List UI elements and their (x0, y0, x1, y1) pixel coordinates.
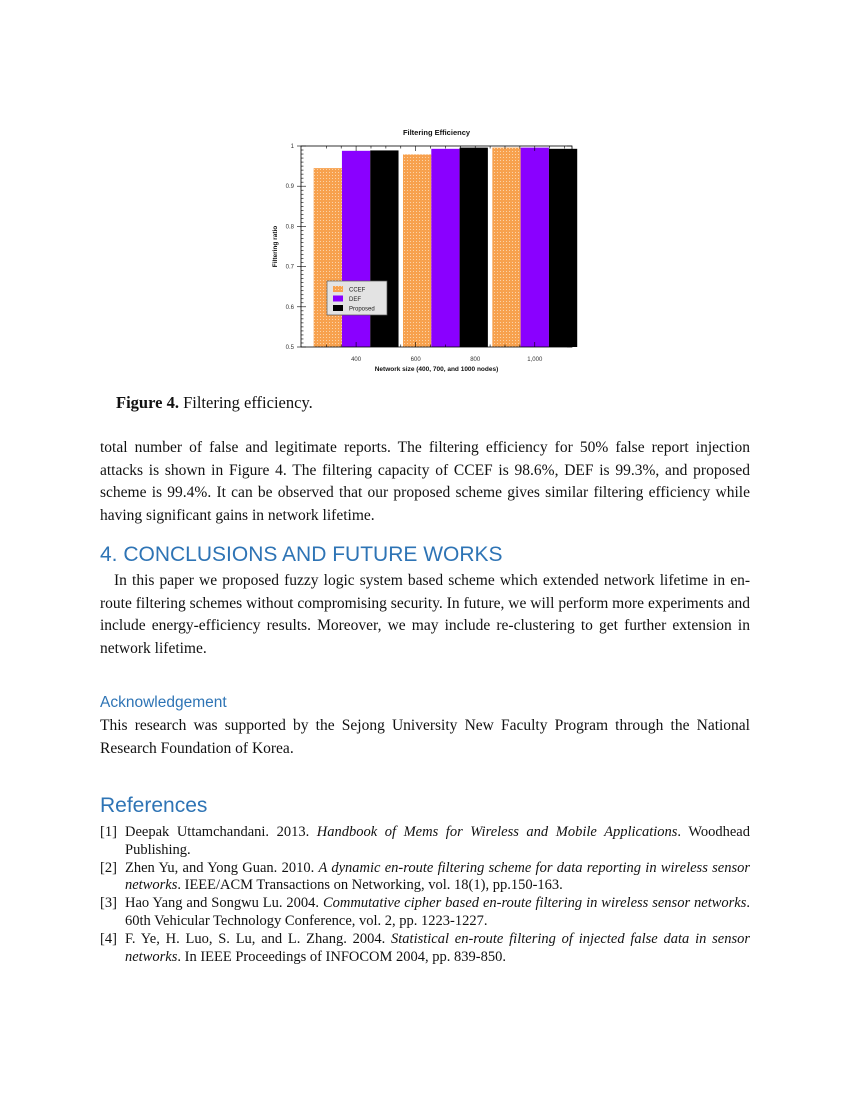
y-tick-label: 0.8 (285, 224, 294, 231)
chart-title: Filtering Efficiency (402, 128, 471, 137)
reference-item (100, 860, 750, 896)
reference-item (100, 931, 750, 967)
legend-swatch-proposed (333, 305, 343, 311)
figure-caption-text: Filtering efficiency. (183, 393, 313, 412)
bar-proposed-400 (370, 150, 398, 347)
reference-number: [3] (100, 895, 117, 912)
reference-title: Commutative cipher based en-route filtering in wireless sensor networks (322, 895, 747, 912)
reference-item (100, 895, 750, 931)
bar-def-1000 (521, 148, 549, 347)
bar-def-400 (342, 151, 370, 347)
legend (327, 281, 387, 315)
conclusions-heading: 4. CONCLUSIONS AND FUTURE WORKS (100, 543, 503, 566)
reference-authors: Zhen Yu, and Yong Guan. 2010. (125, 859, 319, 876)
bar-ccef-1000 (492, 148, 520, 347)
reference-number: [2] (100, 859, 117, 876)
y-tick-label: 0.6 (285, 304, 294, 311)
y-tick-label: 0.7 (285, 264, 294, 271)
bar-ccef-700 (403, 154, 431, 347)
reference-venue: . 60th Vehicular Technology Conference, vol. 2, pp. 1223-1227. (125, 895, 750, 929)
reference-authors: Deepak Uttamchandani. 2013. (125, 824, 317, 840)
legend-label-proposed: Proposed (349, 306, 375, 313)
y-tick-label: 1 (290, 144, 294, 150)
y-tick-label: 0.5 (285, 345, 294, 351)
y-tick-label: 0.9 (285, 184, 294, 191)
references-list (100, 824, 750, 966)
figure-caption (116, 393, 313, 413)
results-paragraph: total number of false and legitimate reports. The filtering efficiency for 50% false report injection attacks is shown in Figure 4. The filtering capacity of CCEF is 98.6%, DEF is 99.3%, and proposed scheme is 99.4%. It can be observed that our proposed scheme gives similar filtering efficiency while having significant gains in network lifetime. (100, 439, 750, 524)
reference-number: [1] (100, 824, 117, 840)
reference-number: [4] (100, 930, 117, 947)
bar-proposed-700 (460, 148, 488, 347)
bar-def-700 (431, 149, 459, 347)
legend-label-ccef: CCEF (349, 287, 366, 294)
bar-proposed-1000 (549, 149, 577, 347)
reference-venue: . Woodhead Publishing. (125, 824, 750, 858)
y-axis-label: Filtering ratio (272, 225, 279, 268)
reference-authors: F. Ye, H. Luo, S. Lu, and L. Zhang. 2004. (125, 930, 392, 947)
legend-swatch-def (333, 296, 343, 302)
x-tick-label: 800 (470, 357, 481, 363)
bar-ccef-400 (314, 168, 342, 347)
legend-swatch-ccef (333, 286, 343, 292)
legend-label-def: DEF (349, 297, 361, 303)
acknowledgement-paragraph: This research was supported by the Sejong University New Faculty Program through the National Research Foundation of Korea. (100, 717, 750, 757)
figure-label: Figure 4. (116, 393, 179, 412)
reference-title: Handbook of Mems for Wireless and Mobile Applications (316, 824, 678, 840)
references-heading: References (100, 794, 208, 817)
x-tick-label: 400 (351, 357, 362, 363)
filtering-efficiency-chart (248, 118, 604, 380)
reference-authors: Hao Yang and Songwu Lu. 2004. (125, 895, 323, 912)
reference-venue: . In IEEE Proceedings of INFOCOM 2004, pp. 839-850. (177, 948, 506, 965)
acknowledgement-heading: Acknowledgement (100, 694, 227, 711)
x-tick-label: 600 (410, 357, 421, 363)
bars-layer (314, 148, 578, 347)
reference-title: Statistical en-route filtering of injected false data in sensor networks (125, 930, 750, 965)
x-tick-label: 1,000 (527, 357, 543, 363)
reference-title: A dynamic en-route filtering scheme for data reporting in wireless sensor networks (125, 859, 750, 894)
conclusions-paragraph: In this paper we proposed fuzzy logic system based scheme which extended network lifetime in en-route filtering schemes without compromising security. In future, we will perform more experiments and include energy-efficiency results. Moreover, we may include re-clustering to get further extension in network lifetime. (100, 572, 750, 657)
chart-svg (248, 118, 604, 380)
reference-venue: . IEEE/ACM Transactions on Networking, vol. 18(1), pp.150-163. (177, 877, 563, 894)
x-axis-label: Network size (400, 700, and 1000 nodes) (374, 366, 499, 373)
reference-item (100, 824, 750, 860)
